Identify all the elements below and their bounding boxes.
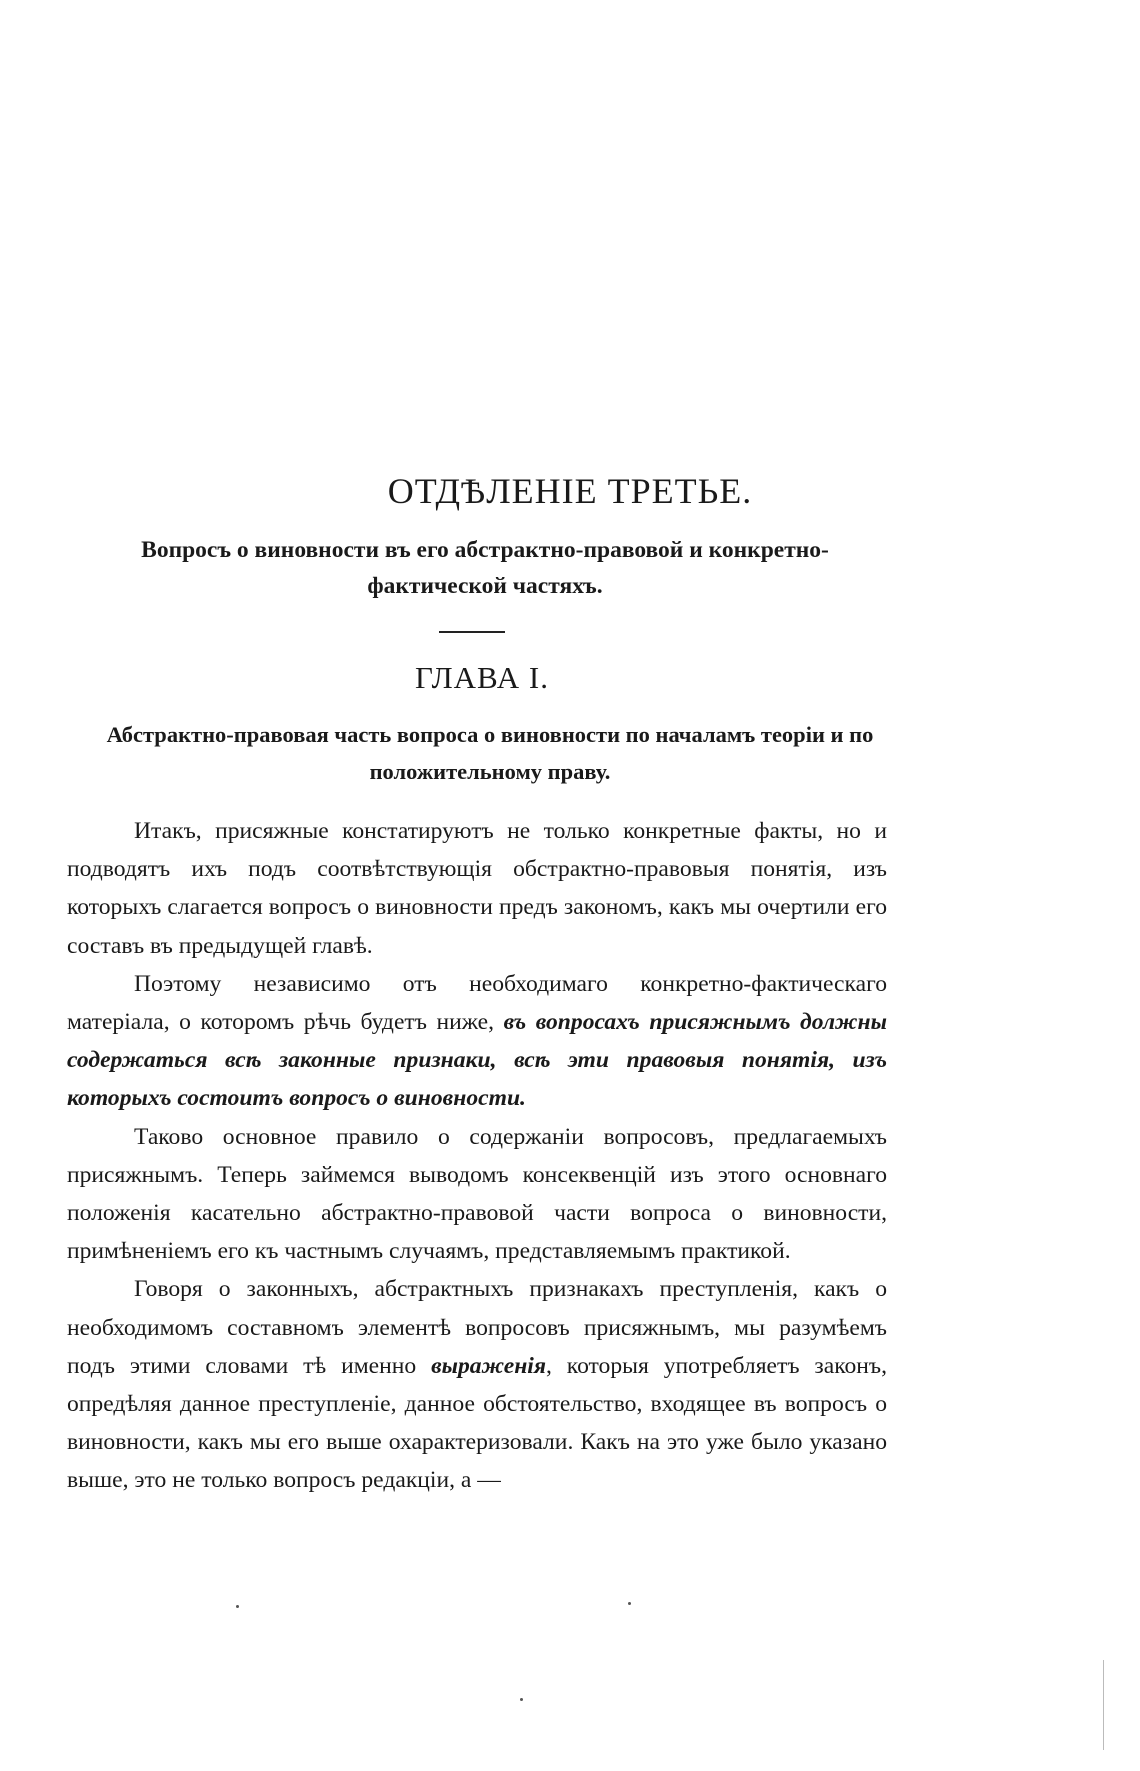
paragraph-text: Поэтому независимо отъ необходимаго конкретно-фактическаго матеріала, о которомъ рѣчь будетъ ниже, [67,970,887,1036]
scan-speck [628,1602,631,1605]
paragraph [67,1118,887,1271]
paragraph-text: , которыя употребляетъ законъ, опредѣляя данное преступленіе, данное обстоятельство, входящее въ вопросъ о виновности, какъ мы его выше охарактеризовали. Какъ на это уже было указано выше, это не только вопросъ редакціи, а — [67,1352,887,1494]
paragraph [67,812,887,965]
body-text [67,812,887,1500]
paragraph [67,965,887,1118]
scan-edge-line [1103,1660,1104,1750]
paragraph [67,1270,887,1499]
paragraph-text: Итакъ, присяжные констатируютъ не только конкретные факты, но и подводятъ ихъ подъ соотвѣтствующія обстрактно-правовыя понятія, изъ которыхъ слагается вопросъ о виновности предъ закономъ, какъ мы очертили его составъ въ предыдущей главѣ. [67,818,887,959]
divider-rule [439,631,505,633]
scan-speck [236,1605,239,1608]
section-title: ОТДѢЛЕНІЕ ТРЕТЬЕ. [387,471,753,511]
paragraph-text: Говоря о законныхъ, абстрактныхъ признакахъ преступленія, какъ о необходимомъ составномъ элементѣ вопросовъ присяжнымъ, мы разумѣемъ подъ этими словами тѣ именно [67,1276,887,1379]
chapter-subtitle: Абстрактно-правовая часть вопроса о виновности по началамъ теоріи и по положительному праву. [106,722,874,784]
emphasized-text: въ вопросахъ присяжнымъ должны содержаться всѣ законные признаки, всѣ эти правовыя понятія, изъ которыхъ состоитъ вопросъ о виновности. [67,1009,887,1112]
emphasized-text: выраженія [431,1352,547,1379]
chapter-title: ГЛАВА I. [415,660,549,695]
scan-speck [520,1698,523,1701]
section-subtitle: Вопросъ о виновности въ его абстрактно-правовой и конкретно-фактической частяхъ. [141,537,829,599]
paragraph-text: Таково основное правило о содержаніи вопросовъ, предлагаемыхъ присяжнымъ. Теперь займемся выводомъ консеквенцій изъ этого основнаго положенія касательно абстрактно-правовой части вопроса о виновности, примѣненіемъ его къ частнымъ случаямъ, представляемымъ практикой. [67,1123,887,1265]
